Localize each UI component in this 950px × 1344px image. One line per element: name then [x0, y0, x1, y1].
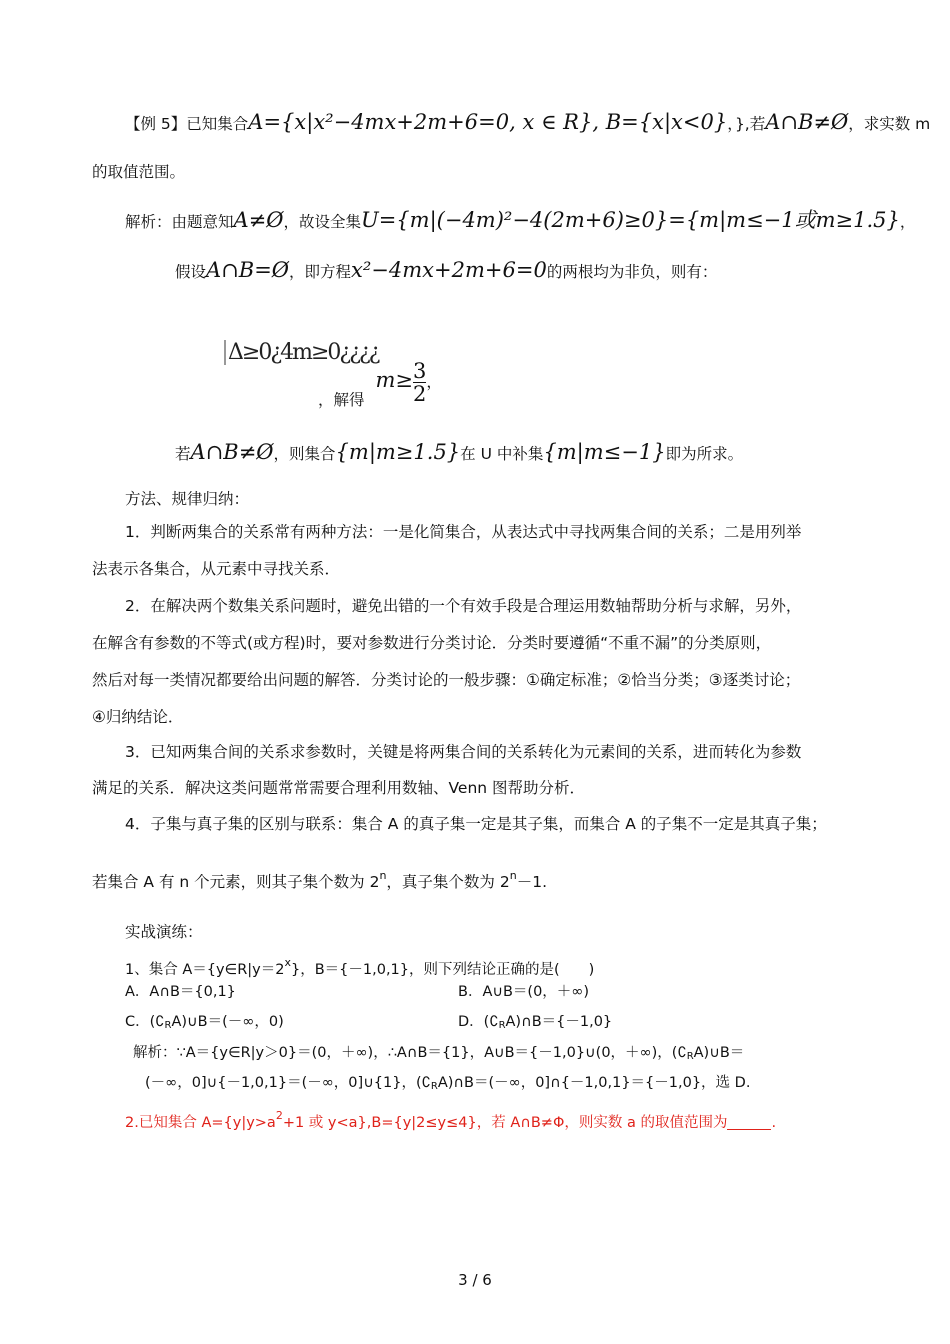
method-2-line1: 2．在解决两个数集关系问题时，避免出错的一个有效手段是合理运用数轴帮助分析与求解，另外，	[125, 597, 802, 615]
equation-label: ，即方程	[289, 263, 352, 281]
subset-count-text: 若集合 A 有 n 个元素，则其子集个数为 2	[92, 873, 380, 891]
example5-label: 【例 5】已知集合	[125, 115, 249, 133]
answer-2-text-a: (－∞，0]∪{－1,0,1}＝(－∞，0]∪{1}，(∁	[145, 1075, 431, 1091]
solution-cond-A-nonempty: A≠Ø	[233, 208, 284, 232]
example5-condition: A∩B≠Ø	[765, 110, 849, 134]
solution-line4	[175, 440, 743, 466]
answer-2-sub: R	[430, 1081, 438, 1092]
method-2-line3: 然后对每一类情况都要给出问题的解答．分类讨论的一般步骤：①确定标准；②恰当分类；③逐类讨论；	[92, 671, 801, 689]
solution-line3	[318, 359, 442, 409]
method-3-line2: 满足的关系．解决这类问题常常需要合理利用数轴、Venn 图帮助分析．	[92, 779, 586, 797]
set-m-leq: {m|m≤−1}	[543, 440, 666, 464]
inequality-system-math: Δ≥0¿4m≥0¿¿¿¿	[224, 340, 379, 365]
option-c-pre: C．(∁	[125, 1014, 165, 1030]
answer-1-sub: R	[686, 1051, 694, 1062]
method-4-line1: 4．子集与真子集的区别与联系：集合 A 的真子集一定是其子集，而集合 A 的子集不一定是其真子集；	[125, 815, 827, 833]
option-d	[458, 1010, 612, 1038]
method-4-line2	[92, 864, 547, 894]
answer-1-text-a: 解析：∵A＝{y∈R|y＞0}＝(0，＋∞)，∴A∩B＝{1}，A∪B＝{－1,0}∪(0，＋∞)，(∁	[133, 1045, 687, 1061]
option-a: A．A∩B＝{0,1}	[125, 984, 236, 1000]
set-m-geq: {m|m≥1.5}	[335, 440, 461, 464]
method-2-line2: 在解含有参数的不等式(或方程)时，要对参数进行分类讨论．分类时要遵循“不重不漏”的分类原则，	[92, 634, 772, 652]
option-d-sub: R	[498, 1020, 506, 1031]
page-number: 3 / 6	[458, 1271, 492, 1289]
assume-cond: A∩B=Ø	[206, 258, 290, 282]
subset-exponent: n	[379, 869, 387, 882]
option-b: B．A∪B＝(0，＋∞)	[458, 984, 590, 1000]
complement-label: 在 U 中补集	[460, 445, 544, 463]
option-d-post: A)∩B＝{－1,0}	[505, 1014, 613, 1030]
solution-line2	[175, 258, 717, 284]
solution-line3-end: ，	[426, 373, 442, 391]
option-c-post: A)∪B＝(－∞，0)	[171, 1014, 284, 1030]
equation-math: x²−4mx+2m+6=0	[351, 258, 547, 282]
question-1-text-b: }，B＝{－1,0,1}，则下列结论正确的是( )	[290, 962, 595, 978]
method-1-line1: 1．判断两集合的关系常有两种方法：一是化简集合，从表达式中寻找两集合间的关系；二是用列举	[125, 523, 802, 541]
example5-line1	[125, 110, 930, 136]
example5-line2: 的取值范围。	[92, 163, 186, 181]
example5-set-A-math: A={x|x²−4mx+2m+6=0, x ∈ R}, B={x|x<0}	[248, 110, 728, 134]
question-2-end: .	[771, 1115, 777, 1131]
fraction-denominator: 2	[412, 382, 427, 406]
method-2-line4: ④归纳结论．	[92, 708, 184, 726]
answer-label: 即为所求。	[665, 445, 744, 463]
answer-1-text-b: A)∪B＝	[693, 1045, 745, 1061]
if-cond: A∩B≠Ø	[190, 440, 274, 464]
answer-1-line1	[133, 1041, 744, 1069]
solution-line1	[125, 208, 915, 234]
question-1-exponent: x	[284, 956, 291, 969]
minus-one: －1.	[516, 873, 547, 891]
equation-tail: 的两根均为非负，则有：	[546, 263, 718, 281]
fraction-three-halves	[413, 360, 426, 405]
option-c-sub: R	[164, 1020, 172, 1031]
solve-label: ，解得	[318, 391, 365, 409]
example5-mid: ，},若	[727, 115, 766, 133]
answer-2-text-b: A)∩B＝(－∞，0]∩{－1,0,1}＝{－1,0}，选 D.	[437, 1075, 751, 1091]
solution-mid: ，故设全集	[283, 213, 362, 231]
proper-subset-count-text: ，真子集个数为 2	[386, 873, 510, 891]
method-1-line2: 法表示各集合，从元素中寻找关系．	[92, 560, 341, 578]
question-2-exponent: 2	[275, 1109, 283, 1122]
option-d-pre: D．(∁	[458, 1014, 499, 1030]
question-2	[125, 1104, 776, 1135]
question-1	[125, 951, 594, 982]
solution-prefix: 解析：由题意知	[125, 213, 234, 231]
solution-universal-set: U={m|(−4m)²−4(2m+6)≥0}={m|m≤−1或m≥1.5}	[361, 208, 900, 232]
if-label: 若	[175, 445, 191, 463]
set-label: ，则集合	[273, 445, 336, 463]
proper-subset-exponent: n	[509, 869, 517, 882]
answer-blank[interactable]	[727, 1115, 771, 1130]
assume-label: 假设	[175, 263, 207, 281]
fraction-numerator: 3	[412, 359, 427, 383]
solution-end: ，	[899, 213, 916, 231]
methods-heading: 方法、规律归纳：	[125, 490, 250, 508]
solution-m-geq: m≥	[375, 368, 413, 392]
question-2-text-b: +1 或 y<a},B={y|2≤y≤4}，若 A∩B≠Φ，则实数 a 的取值范围为	[282, 1115, 728, 1131]
answer-1-line2	[145, 1071, 750, 1099]
option-c	[125, 1010, 284, 1038]
practice-heading: 实战演练：	[125, 923, 203, 941]
example5-tail: ，求实数 m	[848, 115, 931, 133]
method-3-line1: 3．已知两集合间的关系求参数时，关键是将两集合间的关系转化为元素间的关系，进而转化为参数	[125, 743, 802, 761]
question-1-text-a: 1、集合 A＝{y∈R|y＝2	[125, 962, 285, 978]
question-2-text-a: 2.已知集合 A={y|y>a	[125, 1115, 276, 1131]
